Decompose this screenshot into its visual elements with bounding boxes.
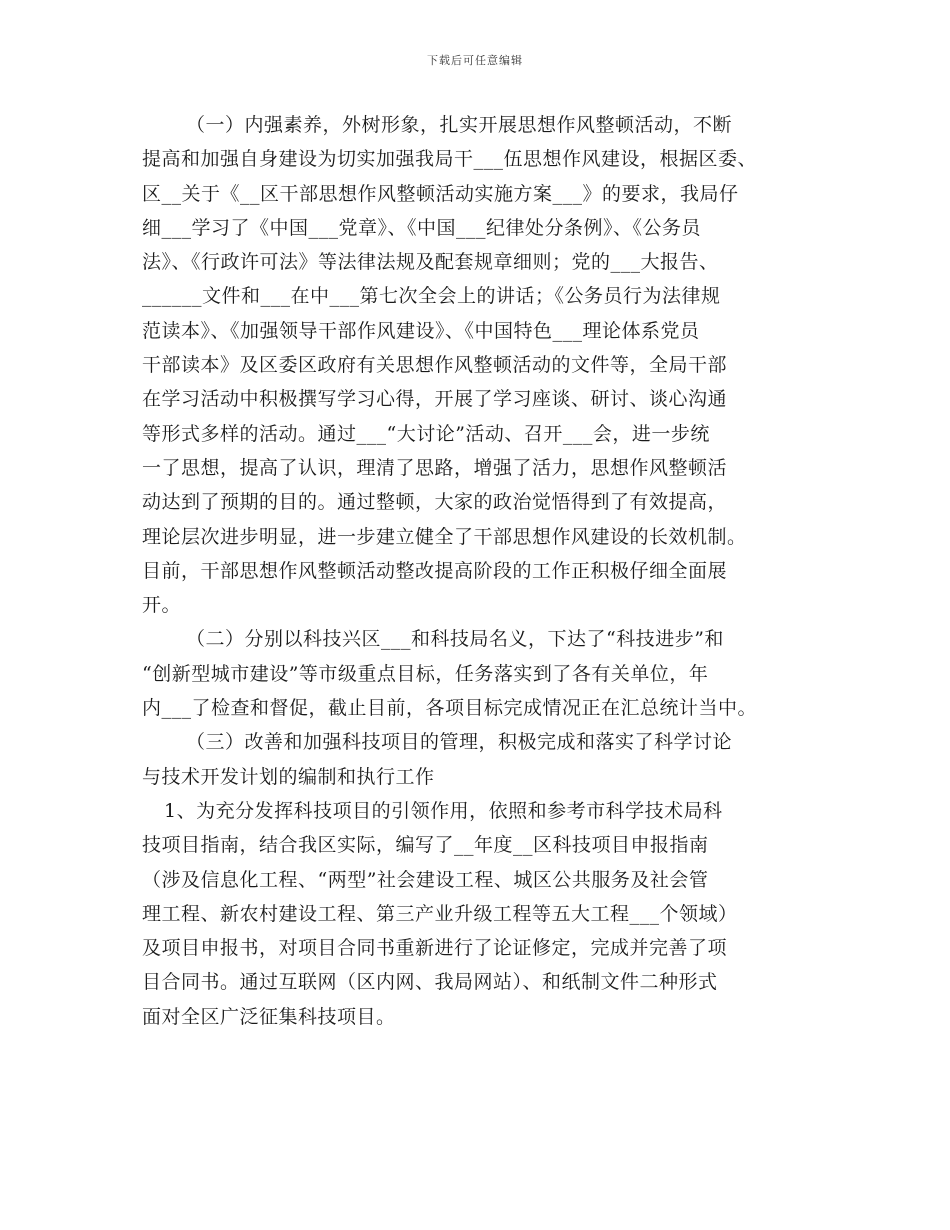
- text-line: （涉及信息化工程、“两型”社会建设工程、城区公共服务及社会管: [142, 868, 709, 891]
- text-line: 理工程、新农村建设工程、第三产业升级工程等五大工程___个领域）: [142, 902, 738, 925]
- text-line: 区__关于《__区干部思想作风整顿活动实施方案___》的要求，我局仔: [142, 182, 739, 205]
- text-line: 面对全区广泛征集科技项目。: [142, 1005, 396, 1028]
- text-line: 在学习活动中积极撰写学习心得，开展了学习座谈、研讨、谈心沟通: [142, 388, 728, 411]
- text-line: 1、为充分发挥科技项目的引领作用，依照和参考市科学技术局科: [164, 799, 723, 822]
- text-line: 动达到了预期的目的。通过整顿，大家的政治觉悟得到了有效提高，: [142, 491, 728, 514]
- text-line: 提高和加强自身建设为切实加强我局干___伍思想作风建设，根据区委、: [142, 148, 758, 171]
- text-line: 等形式多样的活动。通过___“大讨论”活动、召开___会，进一步统: [142, 422, 710, 445]
- text-line: 理论层次进步明显，进一步建立健全了干部思想作风建设的长效机制。: [142, 525, 747, 548]
- page-header: 下载后可任意编辑: [427, 54, 523, 67]
- text-line: （一）内强素养，外树形象，扎实开展思想作风整顿活动，不断: [186, 114, 733, 136]
- text-line: 目前，干部思想作风整顿活动整改提高阶段的工作正积极仔细全面展: [142, 559, 728, 582]
- text-line: 一了思想，提高了认识，理清了思路，增强了活力，思想作风整顿活: [142, 456, 728, 479]
- text-line: （三）改善和加强科技项目的管理，积极完成和落实了科学讨论: [186, 731, 733, 754]
- document-body: [142, 108, 822, 1034]
- text-line: 与技术开发计划的编制和执行工作: [142, 765, 435, 788]
- text-line: 细___学习了《中国___党章》、《中国___纪律处分条例》、《公务员: [142, 216, 702, 239]
- text-line: 目合同书。通过互联网（区内网、我局网站）、和纸制文件二种形式: [142, 971, 718, 994]
- text-line: 开。: [142, 594, 182, 617]
- text-line: 法》、《行政许可法》等法律法规及配套规章细则；党的___大报告、: [142, 251, 719, 274]
- text-line: “创新型城市建设”等市级重点目标，任务落实到了各有关单位，年: [142, 662, 709, 685]
- text-line: （二）分别以科技兴区___和科技局名义，下达了“科技进步”和: [186, 628, 724, 651]
- text-line: ______文件和___在中___第七次全会上的讲话；《公务员行为法律规: [142, 285, 721, 308]
- text-line: 干部读本》及区委区政府有关思想作风整顿活动的文件等，全局干部: [142, 354, 728, 377]
- text-line: 及项目申报书，对项目合同书重新进行了论证修定，完成并完善了项: [142, 937, 728, 960]
- text-line: 技项目指南，结合我区实际，编写了__年度__区科技项目申报指南: [142, 834, 709, 857]
- text-line: 内___了检查和督促，截止目前，各项目标完成情况正在汇总统计当中。: [142, 697, 758, 720]
- text-line: 范读本》、《加强领导干部作风建设》、《中国特色___理论体系党员: [142, 319, 700, 342]
